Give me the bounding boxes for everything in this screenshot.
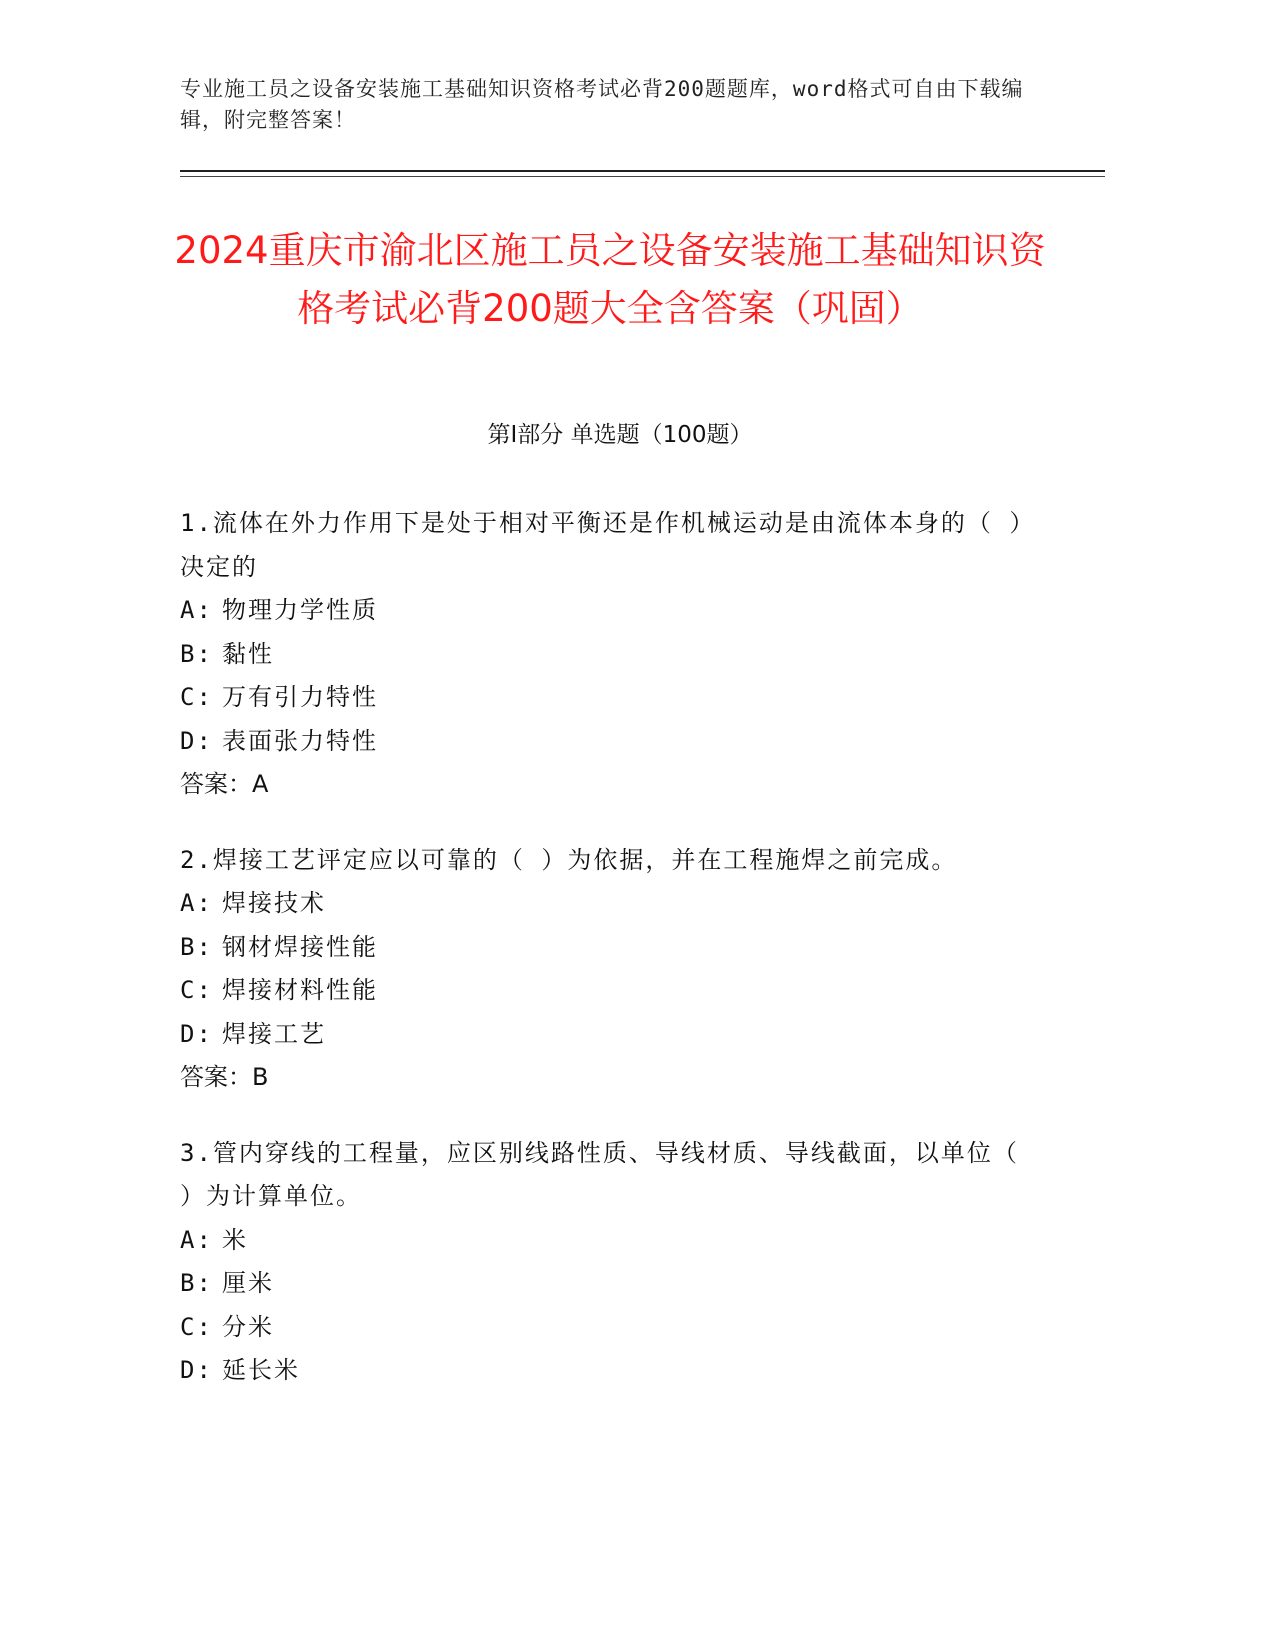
question-text: 1.流体在外力作用下是处于相对平衡还是作机械运动是由流体本身的（ ）决定的 xyxy=(180,509,1036,581)
option-text: 黏性 xyxy=(222,639,274,668)
option-a xyxy=(180,882,1040,926)
option-a xyxy=(180,589,1040,633)
option-text: 焊接技术 xyxy=(222,889,326,917)
option-text: 万有引力特性 xyxy=(222,683,378,711)
option-key: B: xyxy=(180,932,213,961)
question-2 xyxy=(180,839,1040,1100)
option-d xyxy=(180,1349,1040,1393)
header-note: 专业施工员之设备安装施工基础知识资格考试必背200题题库，word格式可自由下载编辑，附完整答案！ xyxy=(180,77,1024,132)
question-text: 3.管内穿线的工程量，应区别线路性质、导线材质、导线截面，以单位（ ）为计算单位。 xyxy=(180,1138,1019,1210)
option-d xyxy=(180,1013,1040,1057)
option-key: D: xyxy=(180,1019,213,1048)
option-text: 延长米 xyxy=(222,1356,300,1384)
option-b xyxy=(180,926,1040,970)
question-list xyxy=(180,502,1040,1425)
option-key: B: xyxy=(180,639,213,668)
answer-line: 答案：A xyxy=(180,770,269,798)
option-b xyxy=(180,1262,1040,1306)
option-text: 物理力学性质 xyxy=(222,596,378,624)
header-divider-thin xyxy=(180,176,1105,177)
option-key: C: xyxy=(180,976,213,1004)
header-divider-thick xyxy=(180,170,1105,172)
option-c xyxy=(180,969,1040,1013)
option-key: C: xyxy=(180,683,213,711)
option-a xyxy=(180,1219,1040,1263)
option-c xyxy=(180,1306,1040,1350)
option-text: 米 xyxy=(222,1225,248,1254)
option-key: A: xyxy=(180,596,213,624)
question-3 xyxy=(180,1132,1040,1393)
option-key: A: xyxy=(180,1225,213,1254)
option-text: 表面张力特性 xyxy=(222,726,378,755)
option-key: B: xyxy=(180,1269,213,1297)
option-b xyxy=(180,633,1040,677)
section-title: 第Ⅰ部分 单选题（100题） xyxy=(487,422,753,448)
option-key: A: xyxy=(180,889,213,917)
option-key: D: xyxy=(180,1356,213,1384)
option-key: C: xyxy=(180,1312,213,1341)
question-1 xyxy=(180,502,1040,807)
option-text: 厘米 xyxy=(222,1269,274,1297)
document-title: 2024重庆市渝北区施工员之设备安装施工基础知识资格考试必背200题大全含答案（巩固） xyxy=(174,229,1046,330)
option-text: 焊接材料性能 xyxy=(222,976,378,1004)
answer-line: 答案：B xyxy=(180,1063,269,1091)
question-text: 2.焊接工艺评定应以可靠的（ ）为依据，并在工程施焊之前完成。 xyxy=(180,845,958,874)
option-text: 钢材焊接性能 xyxy=(222,932,378,961)
option-text: 分米 xyxy=(222,1312,274,1341)
option-c xyxy=(180,676,1040,720)
option-text: 焊接工艺 xyxy=(222,1019,326,1048)
option-d xyxy=(180,720,1040,764)
option-key: D: xyxy=(180,726,213,755)
